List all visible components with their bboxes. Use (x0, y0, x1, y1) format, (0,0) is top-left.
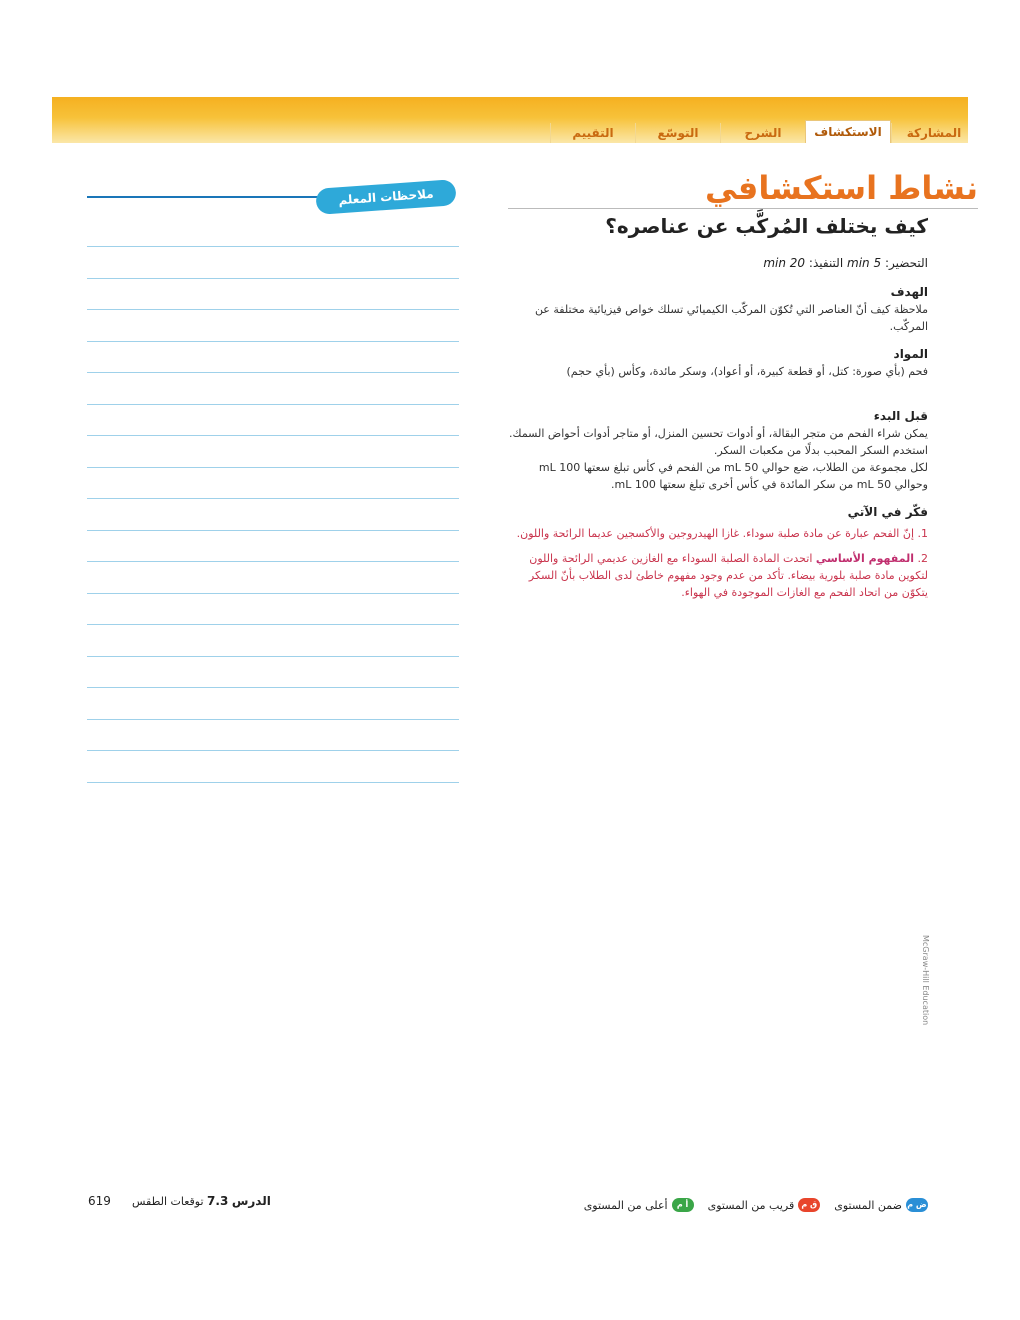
goal-section (508, 284, 928, 335)
before-start-text-1: يمكن شراء الفحم من متجر البقالة، أو أدوات تحسين المنزل، أو متاجر أدوات أحواض السمك. استخدم السكر المحبب بدلًا من مكعبات السكر. (509, 427, 928, 457)
prep-value: 5 min (847, 256, 882, 270)
notes-header-line (87, 196, 319, 198)
goal-text: ملاحظة كيف أنّ العناصر التي تُكوّن المركّب الكيميائي تسلك خواص فيزيائية مختلفة عن المركّب. (534, 303, 928, 333)
materials-text: فحم (بأي صورة: كتل، أو قطعة كبيرة، أو أعواد)، وسكر مائدة، وكأس (بأي حجم) (566, 365, 928, 378)
level-legend (570, 1198, 928, 1212)
on-level-label: ضمن المستوى (834, 1198, 902, 1212)
legend-on-level (834, 1198, 928, 1212)
note-line[interactable] (87, 404, 459, 405)
note-line[interactable] (87, 719, 459, 720)
note-line[interactable] (87, 687, 459, 688)
tab-evaluate[interactable]: التقييم (550, 123, 635, 143)
note-line[interactable] (87, 309, 459, 310)
question-2 (508, 550, 928, 601)
prep-label: التحضير: (884, 256, 928, 270)
before-start-heading: قبل البدء (873, 409, 928, 423)
tab-elaborate[interactable]: التوسّع (635, 123, 720, 143)
legend-beyond-level (584, 1198, 694, 1212)
note-line[interactable] (87, 530, 459, 531)
question-1 (508, 525, 928, 542)
think-heading: فكّر في الآتي (847, 505, 928, 519)
approaching-level-badge-icon: ق م (798, 1198, 820, 1212)
beyond-level-badge-icon: أ م (672, 1198, 694, 1212)
note-line[interactable] (87, 750, 459, 751)
lesson-number: 7.3 (207, 1194, 229, 1208)
note-line[interactable] (87, 246, 459, 247)
materials-section (508, 346, 928, 380)
tab-explore[interactable]: الاستكشاف (805, 120, 891, 143)
tab-engage[interactable]: المشاركة (891, 123, 976, 143)
page-title: كيف يختلف المُركَّب عن عناصره؟ (605, 214, 928, 238)
lesson-prefix: الدرس (231, 1194, 271, 1208)
note-line[interactable] (87, 782, 459, 783)
page-number: 619 (88, 1194, 111, 1208)
note-line[interactable] (87, 435, 459, 436)
note-line[interactable] (87, 656, 459, 657)
tab-explain[interactable]: الشرح (720, 123, 805, 143)
note-line[interactable] (87, 278, 459, 279)
question-2-text: اتحدت المادة الصلبة السوداء مع الغازين عديمي الرائحة واللون لتكوين مادة صلبة بلورية بيضاء. تأكد من عدم وجود مفهوم خاطئ لدى الطلاب بأنّ السكر يتكوّن من اتحاد الفحم مع الغازات الموجودة في الهواء. (528, 552, 928, 599)
timing-info (508, 256, 928, 270)
legend-approaching-level (708, 1198, 821, 1212)
section-title: نشاط استكشافي (508, 168, 978, 209)
question-2-number: 2. (917, 552, 928, 565)
question-1-text: إنّ الفحم عبارة عن مادة صلبة سوداء. غازا الهيدروجين والأكسجين عديما الرائحة واللون. (516, 527, 914, 540)
exec-label: التنفيذ: (808, 256, 844, 270)
key-concept-label: المفهوم الأساسي (815, 552, 914, 565)
lesson-title: توقعات الطقس (132, 1195, 204, 1208)
question-1-number: 1. (917, 527, 928, 540)
note-line[interactable] (87, 624, 459, 625)
before-start-section (508, 408, 928, 493)
goal-heading: الهدف (890, 285, 928, 299)
think-section (508, 504, 928, 601)
teacher-notes-lines[interactable] (87, 246, 459, 813)
note-line[interactable] (87, 561, 459, 562)
approaching-level-label: قريب من المستوى (707, 1198, 795, 1212)
note-line[interactable] (87, 341, 459, 342)
teacher-notes-badge: ملاحظات المعلم (315, 179, 456, 215)
publisher-credit: McGraw-Hill Education (921, 935, 930, 1026)
section-tabs (550, 121, 976, 143)
note-line[interactable] (87, 372, 459, 373)
note-line[interactable] (87, 593, 459, 594)
note-line[interactable] (87, 467, 459, 468)
beyond-level-label: أعلى من المستوى (583, 1198, 668, 1212)
before-start-text-2: لكل مجموعة من الطلاب، ضع حوالي 50 mL من الفحم في كأس تبلغ سعتها 100 mL وحوالي 50 mL من سكر المائدة في كأس أخرى تبلغ سعتها 100 mL. (538, 461, 928, 491)
note-line[interactable] (87, 498, 459, 499)
exec-value: 20 min (763, 256, 806, 270)
lesson-reference (132, 1194, 271, 1208)
on-level-badge-icon: ض م (906, 1198, 928, 1212)
materials-heading: المواد (893, 347, 928, 361)
